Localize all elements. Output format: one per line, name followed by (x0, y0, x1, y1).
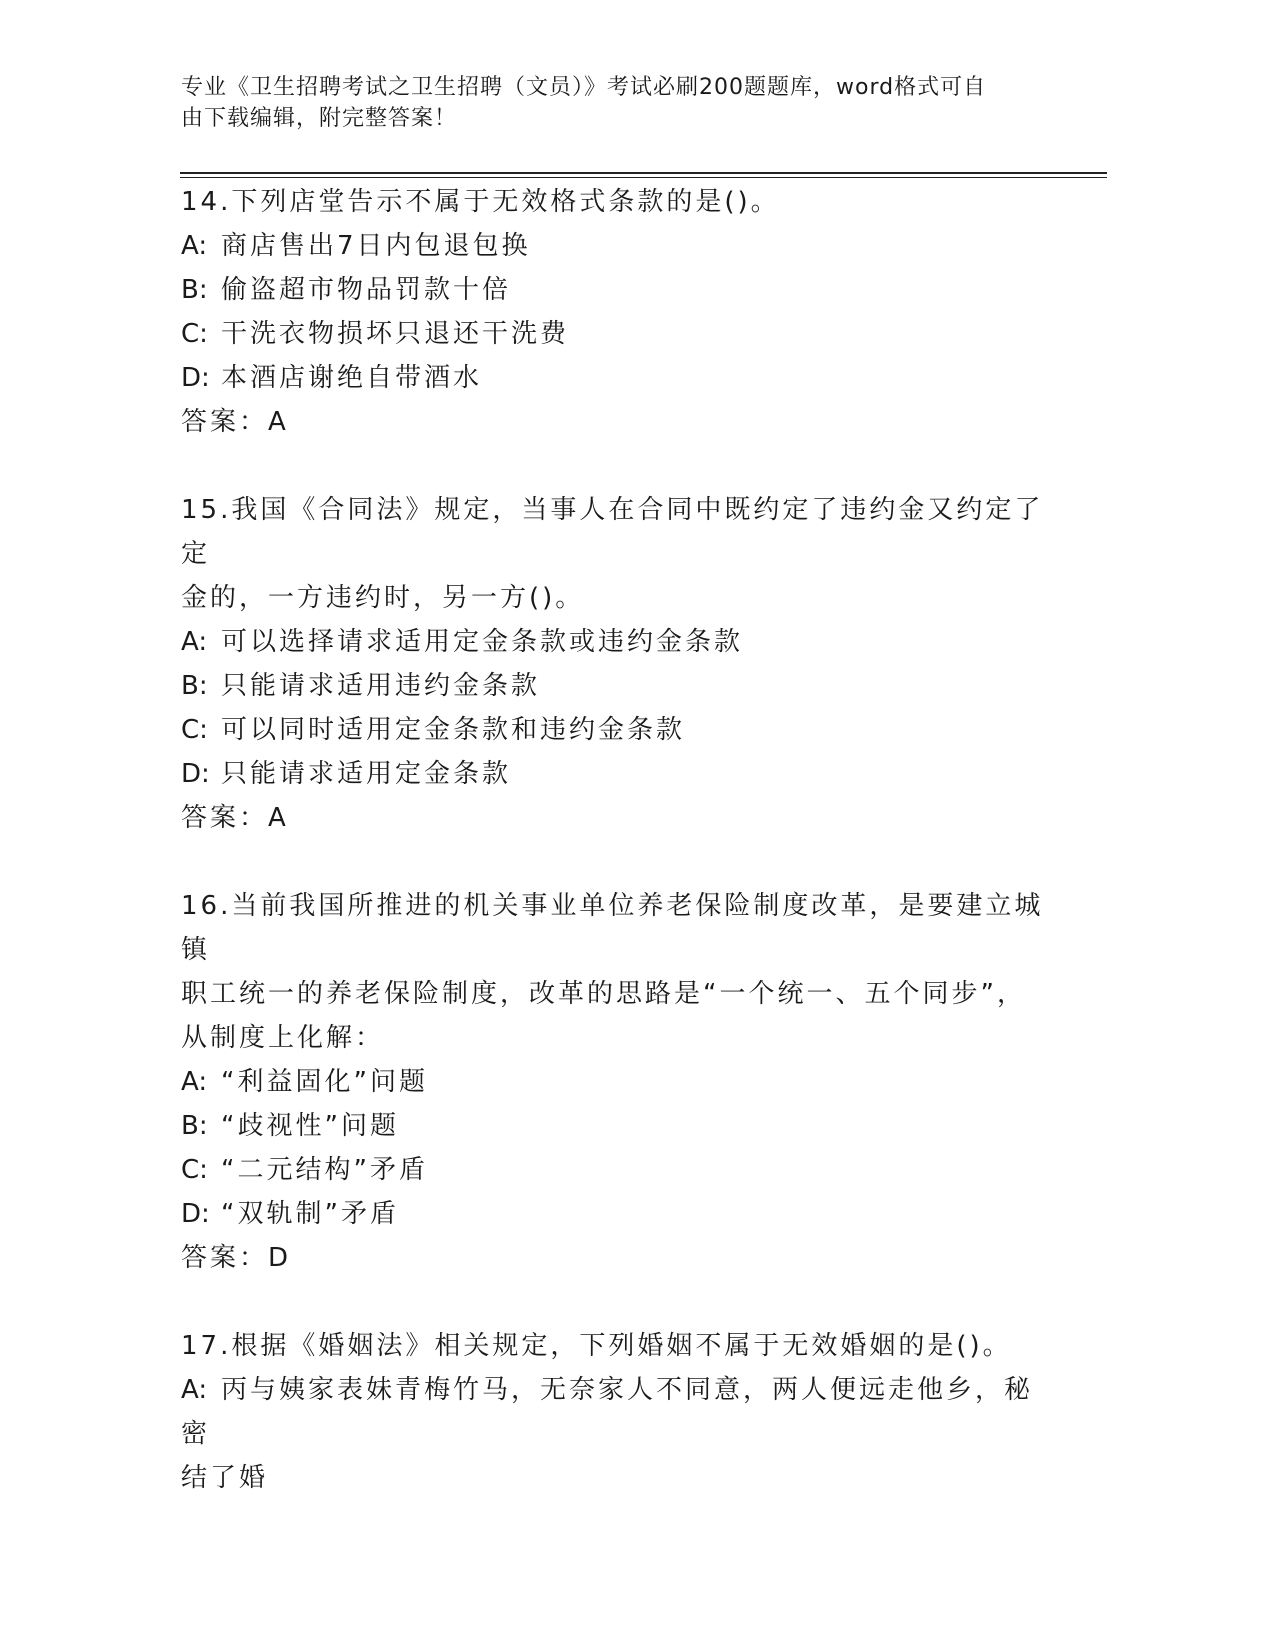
question-15 (181, 488, 1061, 840)
option-b (181, 1104, 1061, 1148)
option-text: 只能请求适用违约金条款 (221, 671, 541, 701)
option-key: C: (181, 1155, 208, 1185)
option-c (181, 1148, 1061, 1192)
option-d (181, 1192, 1061, 1236)
option-b (181, 268, 1061, 312)
option-key: C: (181, 715, 208, 745)
option-text: “双轨制”矛盾 (221, 1199, 399, 1229)
question-stem: 14.下列店堂告示不属于无效格式条款的是()。 (181, 187, 780, 217)
question-stem: 金的，一方违约时，另一方()。 (181, 583, 585, 613)
option-text: 干洗衣物损坏只退还干洗费 (221, 319, 570, 349)
option-text: 偷盗超市物品罚款十倍 (221, 275, 512, 305)
option-key: D: (181, 363, 210, 393)
header-divider-thick (180, 172, 1107, 174)
document-header (181, 72, 1061, 134)
option-b (181, 664, 1061, 708)
option-key: B: (181, 1111, 208, 1141)
option-key: A: (181, 231, 208, 261)
option-key: D: (181, 1199, 210, 1229)
option-d (181, 356, 1061, 400)
option-text: 可以选择请求适用定金条款或违约金条款 (221, 627, 744, 657)
option-key: C: (181, 319, 208, 349)
option-text: 可以同时适用定金条款和违约金条款 (221, 715, 686, 745)
question-16 (181, 884, 1061, 1280)
option-c (181, 312, 1061, 356)
option-key: B: (181, 671, 208, 701)
option-text: “利益固化”问题 (221, 1067, 428, 1097)
question-stem: 从制度上化解： (181, 1023, 385, 1053)
header-line-1: 专业《卫生招聘考试之卫生招聘（文员）》考试必刷200题题库，word格式可自 (181, 75, 987, 100)
option-continuation: 结了婚 (181, 1463, 269, 1493)
option-text: “歧视性”问题 (221, 1111, 399, 1141)
question-list (181, 180, 1061, 1500)
option-key: A: (181, 1375, 208, 1405)
header-line-2: 由下载编辑，附完整答案！ (181, 106, 458, 131)
option-a (181, 1368, 1061, 1456)
option-a (181, 224, 1061, 268)
header-divider-thin (180, 177, 1107, 178)
option-text: 本酒店谢绝自带酒水 (221, 363, 483, 393)
question-stem: 16.当前我国所推进的机关事业单位养老保险制度改革，是要建立城镇 (181, 891, 1044, 965)
answer-text: 答案：A (181, 803, 289, 833)
option-key: A: (181, 1067, 208, 1097)
option-text: “二元结构”矛盾 (221, 1155, 428, 1185)
option-key: D: (181, 759, 210, 789)
option-d (181, 752, 1061, 796)
question-stem: 17.根据《婚姻法》相关规定，下列婚姻不属于无效婚姻的是()。 (181, 1331, 1012, 1361)
question-stem: 职工统一的养老保险制度，改革的思路是“一个统一、五个同步”， (181, 979, 1026, 1009)
answer-text: 答案：D (181, 1243, 292, 1273)
option-a (181, 620, 1061, 664)
question-14 (181, 180, 1061, 444)
option-key: B: (181, 275, 208, 305)
option-a (181, 1060, 1061, 1104)
option-text: 丙与姨家表妹青梅竹马，无奈家人不同意，两人便远走他乡，秘密 (181, 1375, 1034, 1449)
option-text: 商店售出7日内包退包换 (221, 231, 531, 261)
option-c (181, 708, 1061, 752)
option-key: A: (181, 627, 208, 657)
question-17 (181, 1324, 1061, 1500)
question-stem: 15.我国《合同法》规定，当事人在合同中既约定了违约金又约定了定 (181, 495, 1044, 569)
answer-text: 答案：A (181, 407, 289, 437)
option-text: 只能请求适用定金条款 (221, 759, 512, 789)
